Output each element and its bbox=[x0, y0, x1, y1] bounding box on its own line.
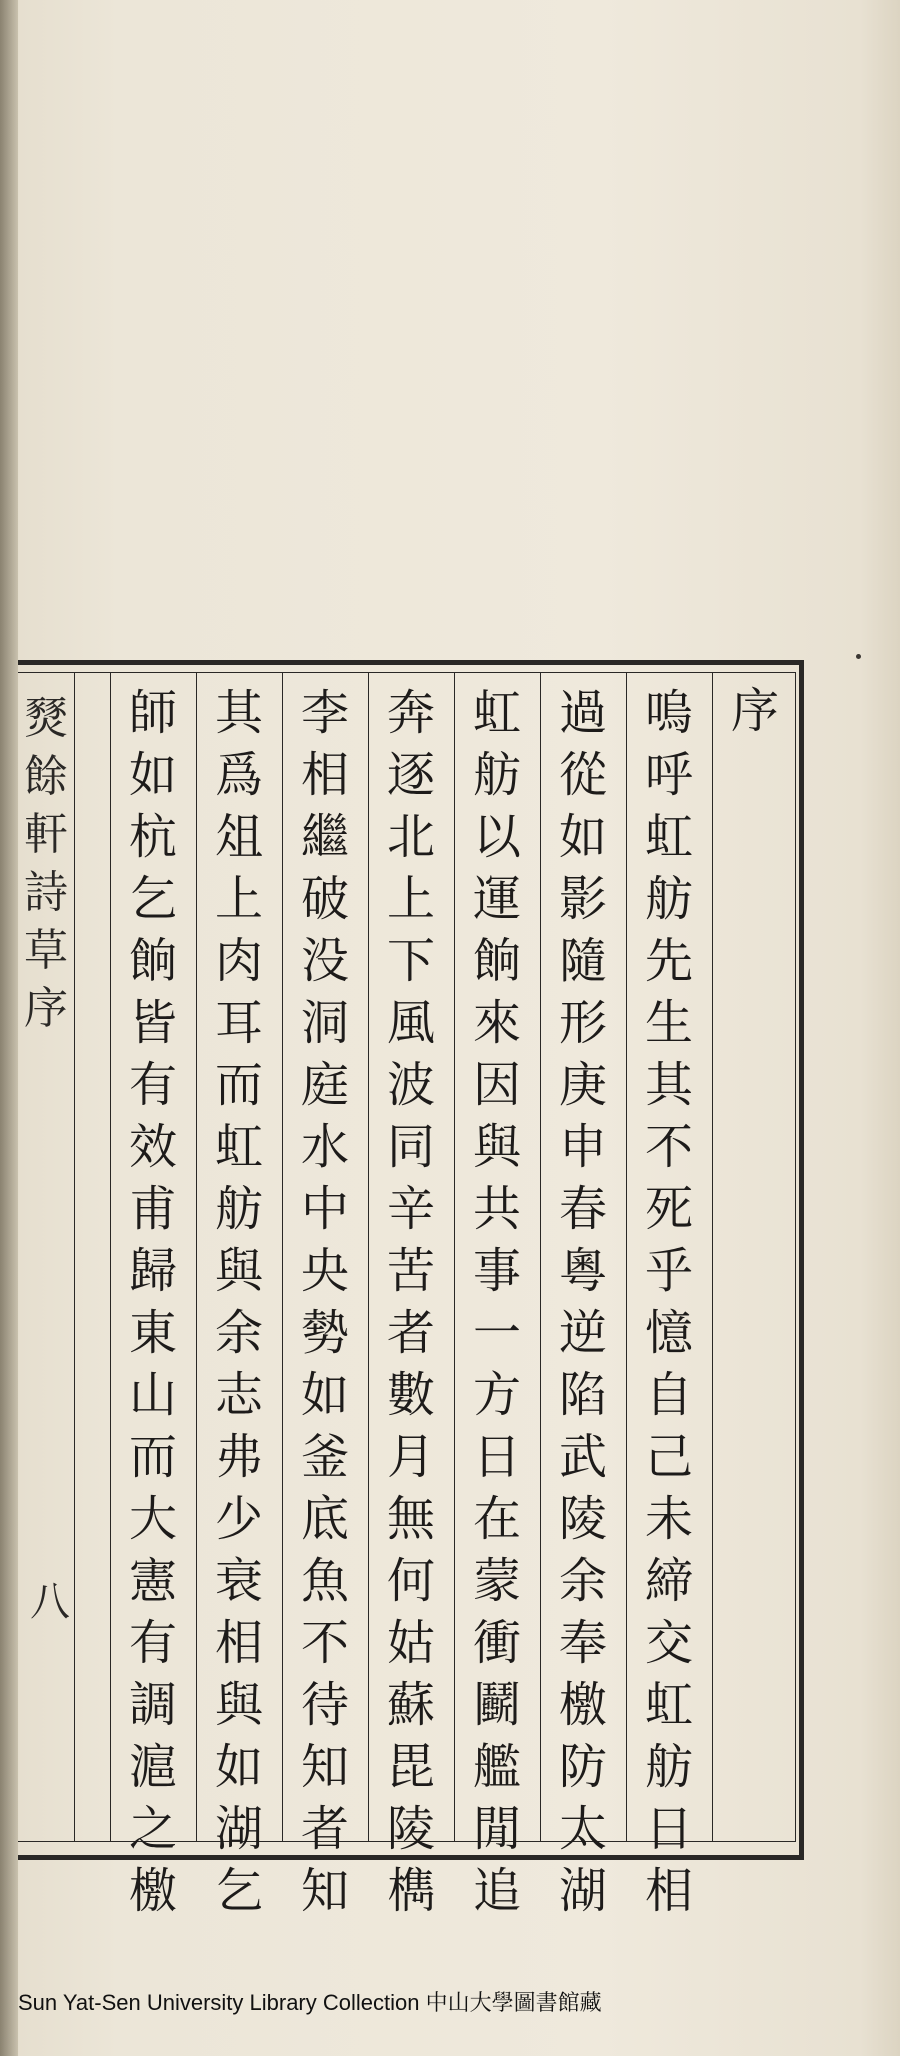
text-char: 蘇 bbox=[386, 1677, 435, 1733]
text-char: 余 bbox=[214, 1305, 263, 1361]
text-char: 數 bbox=[386, 1367, 435, 1423]
text-char: 生 bbox=[644, 995, 693, 1051]
text-char: 者 bbox=[300, 1801, 349, 1857]
text-char: 序 bbox=[730, 683, 779, 739]
text-char: 湖 bbox=[214, 1801, 263, 1857]
text-column bbox=[540, 672, 626, 1919]
text-char: 如 bbox=[128, 747, 177, 803]
text-char: 效 bbox=[128, 1119, 177, 1175]
text-char: 師 bbox=[128, 685, 177, 741]
text-char: 而 bbox=[214, 1057, 263, 1113]
text-column bbox=[454, 672, 540, 1919]
text-char: 肉 bbox=[214, 933, 263, 989]
text-char: 舫 bbox=[644, 871, 693, 927]
text-char: 毘 bbox=[386, 1739, 435, 1795]
text-char: 耳 bbox=[214, 995, 263, 1051]
text-column bbox=[110, 672, 196, 1919]
text-char: 嗚 bbox=[644, 685, 693, 741]
text-char: 過 bbox=[558, 685, 607, 741]
text-char: 一 bbox=[472, 1305, 521, 1361]
text-char: 申 bbox=[558, 1119, 607, 1175]
text-char: 陵 bbox=[386, 1801, 435, 1857]
text-char: 不 bbox=[300, 1615, 349, 1671]
text-char: 甫 bbox=[128, 1181, 177, 1237]
text-char: 未 bbox=[644, 1491, 693, 1547]
text-char: 從 bbox=[558, 747, 607, 803]
text-char: 待 bbox=[300, 1677, 349, 1733]
margin-title-char: 詩 bbox=[24, 867, 68, 918]
text-char: 陷 bbox=[558, 1367, 607, 1423]
text-char: 死 bbox=[644, 1181, 693, 1237]
text-char: 陵 bbox=[558, 1491, 607, 1547]
text-char: 形 bbox=[558, 995, 607, 1051]
text-char: 虹 bbox=[214, 1119, 263, 1175]
text-char: 有 bbox=[128, 1057, 177, 1113]
text-char: 憲 bbox=[128, 1553, 177, 1609]
text-char: 東 bbox=[128, 1305, 177, 1361]
text-char: 北 bbox=[386, 809, 435, 865]
text-char: 呼 bbox=[644, 747, 693, 803]
text-char: 在 bbox=[472, 1491, 521, 1547]
text-char: 滬 bbox=[128, 1739, 177, 1795]
text-char: 與 bbox=[214, 1243, 263, 1299]
text-char: 勢 bbox=[300, 1305, 349, 1361]
text-char: 乞 bbox=[128, 871, 177, 927]
text-char: 洞 bbox=[300, 995, 349, 1051]
text-column bbox=[626, 672, 712, 1919]
text-char: 因 bbox=[472, 1057, 521, 1113]
text-char: 己 bbox=[644, 1429, 693, 1485]
text-char: 舫 bbox=[214, 1181, 263, 1237]
margin-title-char: 餘 bbox=[24, 751, 68, 802]
text-char: 乞 bbox=[214, 1863, 263, 1919]
text-char: 何 bbox=[386, 1553, 435, 1609]
text-char: 相 bbox=[644, 1863, 693, 1919]
text-char: 無 bbox=[386, 1491, 435, 1547]
text-char: 者 bbox=[386, 1305, 435, 1361]
text-char: 其 bbox=[644, 1057, 693, 1113]
text-char: 方 bbox=[472, 1367, 521, 1423]
binding-edge bbox=[0, 0, 18, 2056]
margin-title-char: 軒 bbox=[24, 809, 68, 860]
text-char: 之 bbox=[128, 1801, 177, 1857]
text-char: 知 bbox=[300, 1739, 349, 1795]
text-char: 少 bbox=[214, 1491, 263, 1547]
text-char: 破 bbox=[300, 871, 349, 927]
text-char: 締 bbox=[644, 1553, 693, 1609]
text-char: 逐 bbox=[386, 747, 435, 803]
text-char: 調 bbox=[128, 1677, 177, 1733]
text-char: 日 bbox=[472, 1429, 521, 1485]
text-char: 餉 bbox=[128, 933, 177, 989]
text-char: 而 bbox=[128, 1429, 177, 1485]
text-char: 虹 bbox=[644, 1677, 693, 1733]
text-char: 閒 bbox=[472, 1801, 521, 1857]
text-char: 知 bbox=[300, 1863, 349, 1919]
text-char: 上 bbox=[386, 871, 435, 927]
text-char: 檄 bbox=[558, 1677, 607, 1733]
text-char: 風 bbox=[386, 995, 435, 1051]
text-char: 央 bbox=[300, 1243, 349, 1299]
text-char: 虹 bbox=[644, 809, 693, 865]
text-char: 太 bbox=[558, 1801, 607, 1857]
text-char: 與 bbox=[472, 1119, 521, 1175]
text-char: 有 bbox=[128, 1615, 177, 1671]
text-char: 檇 bbox=[386, 1863, 435, 1919]
text-char: 防 bbox=[558, 1739, 607, 1795]
text-char: 繼 bbox=[300, 809, 349, 865]
text-char: 姑 bbox=[386, 1615, 435, 1671]
text-char: 春 bbox=[558, 1181, 607, 1237]
text-char: 如 bbox=[214, 1739, 263, 1795]
text-char: 爲 bbox=[214, 747, 263, 803]
text-char: 下 bbox=[386, 933, 435, 989]
text-char: 鬬 bbox=[472, 1677, 521, 1733]
text-char: 自 bbox=[644, 1367, 693, 1423]
text-char: 庚 bbox=[558, 1057, 607, 1113]
text-char: 如 bbox=[300, 1367, 349, 1423]
text-char: 月 bbox=[386, 1429, 435, 1485]
text-char: 杭 bbox=[128, 809, 177, 865]
text-char: 乎 bbox=[644, 1243, 693, 1299]
text-char: 來 bbox=[472, 995, 521, 1051]
text-char: 舫 bbox=[472, 747, 521, 803]
text-char: 交 bbox=[644, 1615, 693, 1671]
text-char: 魚 bbox=[300, 1553, 349, 1609]
text-char: 衝 bbox=[472, 1615, 521, 1671]
text-char: 艦 bbox=[472, 1739, 521, 1795]
text-char: 俎 bbox=[214, 809, 263, 865]
margin-title bbox=[22, 690, 70, 1038]
text-char: 弗 bbox=[214, 1429, 263, 1485]
text-char: 事 bbox=[472, 1243, 521, 1299]
text-char: 與 bbox=[214, 1677, 263, 1733]
column-heading bbox=[712, 672, 798, 1850]
text-char: 釜 bbox=[300, 1429, 349, 1485]
leaf-number: 八 bbox=[30, 1579, 70, 1625]
text-char: 中 bbox=[300, 1181, 349, 1237]
text-char: 底 bbox=[300, 1491, 349, 1547]
text-char: 余 bbox=[558, 1553, 607, 1609]
text-char: 粵 bbox=[558, 1243, 607, 1299]
text-char: 以 bbox=[472, 809, 521, 865]
text-char: 逆 bbox=[558, 1305, 607, 1361]
text-char: 影 bbox=[558, 871, 607, 927]
text-char: 庭 bbox=[300, 1057, 349, 1113]
text-char: 没 bbox=[300, 933, 349, 989]
ink-speck bbox=[856, 654, 861, 659]
text-char: 舫 bbox=[644, 1739, 693, 1795]
text-char: 武 bbox=[558, 1429, 607, 1485]
text-char: 歸 bbox=[128, 1243, 177, 1299]
text-char: 波 bbox=[386, 1057, 435, 1113]
text-char: 餉 bbox=[472, 933, 521, 989]
library-caption: Sun Yat-Sen University Library Collection 中山大學圖書館藏 bbox=[18, 1990, 602, 2015]
text-char: 先 bbox=[644, 933, 693, 989]
text-char: 蒙 bbox=[472, 1553, 521, 1609]
text-char: 憶 bbox=[644, 1305, 693, 1361]
text-char: 志 bbox=[214, 1367, 263, 1423]
text-char: 共 bbox=[472, 1181, 521, 1237]
text-char: 不 bbox=[644, 1119, 693, 1175]
text-char: 檄 bbox=[128, 1863, 177, 1919]
text-char: 其 bbox=[214, 685, 263, 741]
text-column bbox=[196, 672, 282, 1919]
text-char: 辛 bbox=[386, 1181, 435, 1237]
text-char: 山 bbox=[128, 1367, 177, 1423]
text-char: 苦 bbox=[386, 1243, 435, 1299]
text-char: 隨 bbox=[558, 933, 607, 989]
margin-title-char: 序 bbox=[24, 983, 68, 1034]
margin-rule bbox=[74, 672, 75, 1842]
text-char: 虹 bbox=[472, 685, 521, 741]
text-char: 上 bbox=[214, 871, 263, 927]
text-column bbox=[282, 672, 368, 1919]
text-char: 水 bbox=[300, 1119, 349, 1175]
text-char: 追 bbox=[472, 1863, 521, 1919]
text-char: 奉 bbox=[558, 1615, 607, 1671]
text-char: 相 bbox=[214, 1615, 263, 1671]
text-char: 奔 bbox=[386, 685, 435, 741]
text-char: 日 bbox=[644, 1801, 693, 1857]
text-char: 同 bbox=[386, 1119, 435, 1175]
text-char: 湖 bbox=[558, 1863, 607, 1919]
text-column bbox=[368, 672, 454, 1919]
text-char: 衰 bbox=[214, 1553, 263, 1609]
text-char: 大 bbox=[128, 1491, 177, 1547]
margin-title-char: 草 bbox=[24, 925, 68, 976]
margin-title-char: 燹 bbox=[24, 693, 68, 744]
text-char: 如 bbox=[558, 809, 607, 865]
text-char: 運 bbox=[472, 871, 521, 927]
text-char: 李 bbox=[300, 685, 349, 741]
text-char: 相 bbox=[300, 747, 349, 803]
text-char: 皆 bbox=[128, 995, 177, 1051]
